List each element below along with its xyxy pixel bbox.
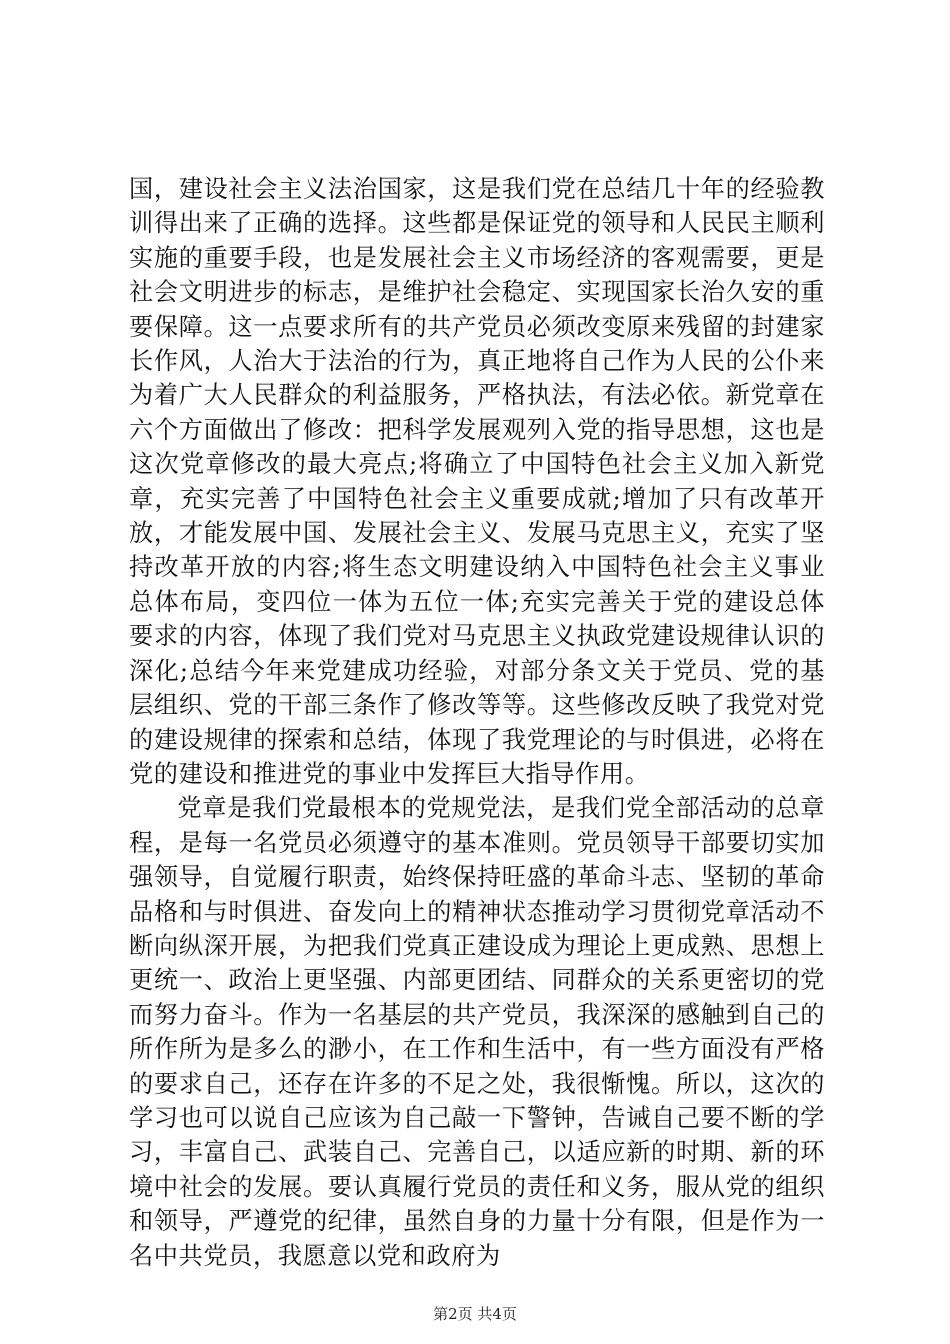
document-body	[129, 172, 825, 1273]
paragraph-party-constitution: 党章是我们党最根本的党规党法，是我们党全部活动的总章程，是每一名党员必须遵守的基本准则。党员领导干部要切实加强领导，自觉履行职责，始终保持旺盛的革命斗志、坚韧的革命品格和与时俱进、奋发向上的精神状态推动学习贯彻党章活动不断向纵深开展，为把我们党真正建设成为理论上更成熟、思想上更统一、政治上更坚强、内部更团结、同群众的关系更密切的党而努力奋斗。作为一名基层的共产党员，我深深的感触到自己的所作所为是多么的渺小，在工作和生活中，有一些方面没有严格的要求自己，还存在许多的不足之处，我很惭愧。所以，这次的学习也可以说自己应该为自己敲一下警钟，告诫自己要不断的学习，丰富自己、武装自己、完善自己，以适应新的时期、新的环境中社会的发展。要认真履行党员的责任和义务，服从党的组织和领导，严遵党的纪律，虽然自身的力量十分有限，但是作为一名中共党员，我愿意以党和政府为	[129, 794, 825, 1270]
paragraph-continuation: 国，建设社会主义法治国家，这是我们党在总结几十年的经验教训得出来了正确的选择。这些都是保证党的领导和人民民主顺利实施的重要手段，也是发展社会主义市场经济的客观需要，更是社会文明进步的标志，是维护社会稳定、实现国家长治久安的重要保障。这一点要求所有的共产党员必须改变原来残留的封建家长作风，人治大于法治的行为，真正地将自己作为人民的公仆来为着广大人民群众的利益服务，严格执法，有法必依。新党章在六个方面做出了修改：把科学发展观列入党的指导思想，这也是这次党章修改的最大亮点;将确立了中国特色社会主义加入新党章，充实完善了中国特色社会主义重要成就;增加了只有改革开放，才能发展中国、发展社会主义、发展马克思主义，充实了坚持改革开放的内容;将生态文明建设纳入中国特色社会主义事业总体布局，变四位一体为五位一体;充实完善关于党的建设总体要求的内容，体现了我们党对马克思主义执政党建设规律认识的深化;总结今年来党建成功经验，对部分条文关于党员、党的基层组织、党的干部三条作了修改等等。这些修改反映了我党对党的建设规律的探索和总结，体现了我党理论的与时俱进，必将在党的建设和推进党的事业中发挥巨大指导作用。	[129, 175, 825, 788]
page-number-footer: 第2页 共4页	[433, 1305, 517, 1323]
